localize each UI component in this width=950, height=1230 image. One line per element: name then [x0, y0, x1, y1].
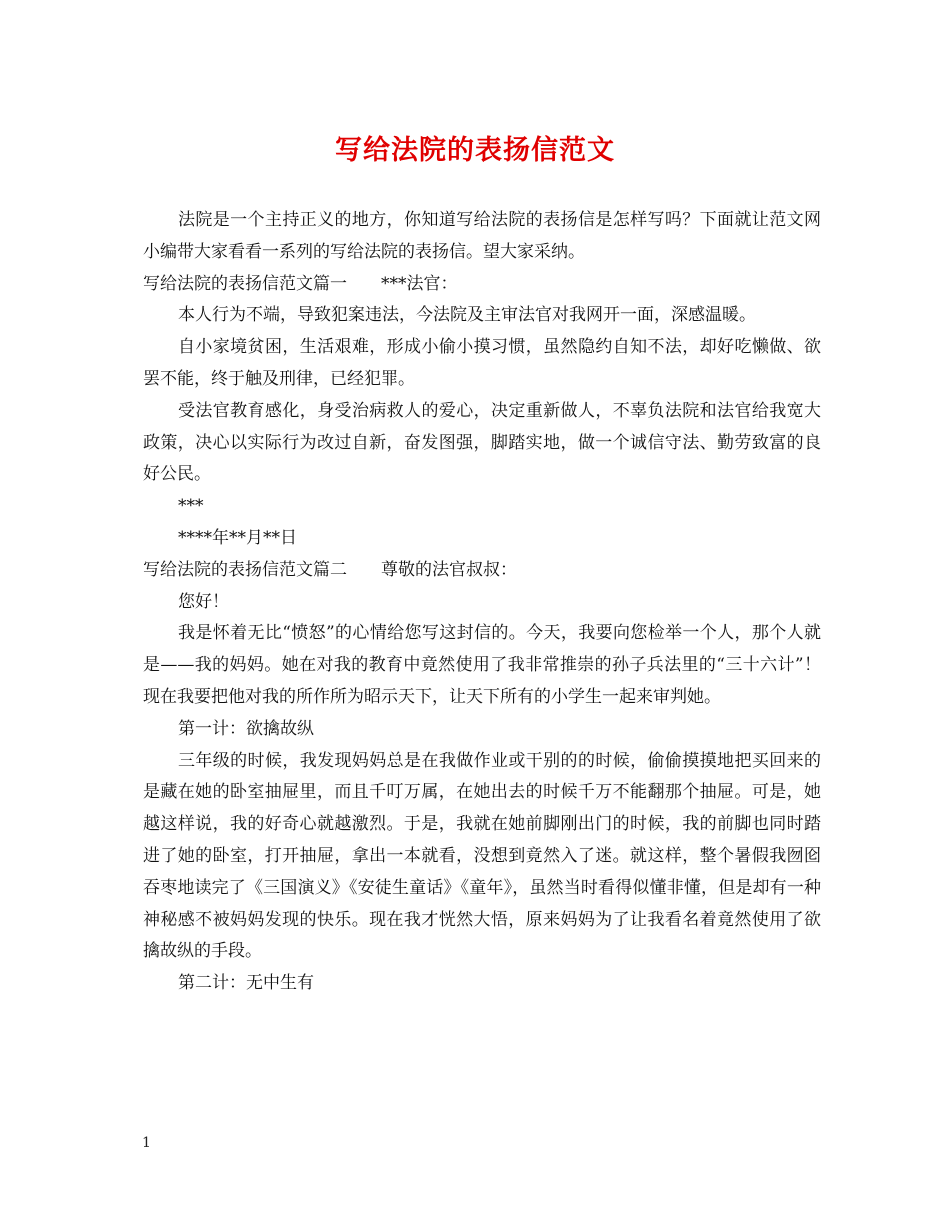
- signature-line: ***: [178, 496, 204, 517]
- paragraph: 本人行为不端，导致犯案违法，今法院及主审法官对我网开一面，深感温暖。: [178, 305, 756, 326]
- section-heading-two: 写给法院的表扬信范文篇二 尊敬的法官叔叔：: [143, 559, 517, 580]
- subheading: 第一计：欲擒故纵: [178, 718, 314, 739]
- document-body: [143, 205, 821, 1000]
- document-title: 写给法院的表扬信范文: [335, 135, 615, 166]
- paragraph: 我是怀着无比“愤怒”的心情给您写这封信的。今天，我要向您检举一个人，那个人就是——我的妈妈。她在对我的教育中竟然使用了我非常推崇的孙子兵法里的“三十六计”！现在我要把他对我的所作所为昭示天下，让天下所有的小学生一起来审判她。: [143, 623, 821, 707]
- paragraph-intro: 法院是一个主持正义的地方，你知道写给法院的表扬信是怎样写吗？下面就让范文网小编带大家看看一系列的写给法院的表扬信。望大家采纳。: [143, 210, 821, 262]
- paragraph: 三年级的时候，我发现妈妈总是在我做作业或干别的的时候，偷偷摸摸地把买回来的是藏在她的卧室抽屉里，而且千叮万属，在她出去的时候千万不能翻那个抽屉。可是，她越这样说，我的好奇心就越激烈。于是，我就在她前脚刚出门的时候，我的前脚也同时踏进了她的卧室，打开抽屉，拿出一本就看，没想到竟然入了迷。就这样，整个暑假我囫囵吞枣地读完了《三国演义》《安徒生童话》《童年》，虽然当时看得似懂非懂，但是却有一种神秘感不被妈妈发现的快乐。现在我才恍然大悟，原来妈妈为了让我看名着竟然使用了欲擒故纵的手段。: [143, 750, 821, 962]
- section-heading-one: 写给法院的表扬信范文篇一 ***法官：: [143, 273, 458, 294]
- subheading: 第二计：无中生有: [178, 973, 314, 994]
- paragraph: 受法官教育感化，身受治病救人的爱心，决定重新做人，不辜负法院和法官给我宽大政策，决心以实际行为改过自新，奋发图强，脚踏实地，做一个诚信守法、勤劳致富的良好公民。: [143, 400, 821, 485]
- greeting-line: 您好！: [178, 591, 229, 612]
- page-number: 1: [142, 1135, 151, 1151]
- paragraph: 自小家境贫困，生活艰难，形成小偷小摸习惯，虽然隐约自知不法，却好吃懒做、欲罢不能，终于触及刑律，已经犯罪。: [143, 337, 821, 389]
- date-line: ****年**月**日: [178, 527, 297, 548]
